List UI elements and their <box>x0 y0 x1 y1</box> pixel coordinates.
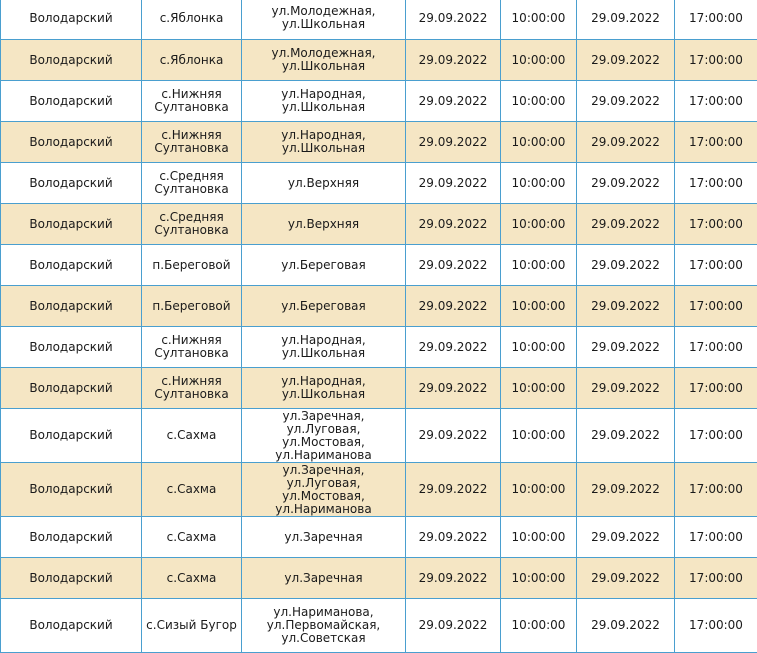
start-date-cell: 29.09.2022 <box>406 463 501 517</box>
streets-cell: ул.Береговая <box>242 245 406 286</box>
locality-cell: с.Нижняя Султановка <box>142 368 242 409</box>
streets-cell: ул.Заречная <box>242 558 406 599</box>
district-cell: Володарский <box>1 204 142 245</box>
table-row <box>1 245 757 286</box>
table-row <box>1 163 757 204</box>
streets-cell: ул.Молодежная, ул.Школьная <box>242 0 406 40</box>
end-time-cell: 17:00:00 <box>675 204 757 245</box>
end-time-cell: 17:00:00 <box>675 163 757 204</box>
district-cell: Володарский <box>1 245 142 286</box>
streets-cell: ул.Народная, ул.Школьная <box>242 81 406 122</box>
streets-cell: ул.Молодежная, ул.Школьная <box>242 40 406 81</box>
streets-cell: ул.Народная, ул.Школьная <box>242 368 406 409</box>
end-time-cell: 17:00:00 <box>675 286 757 327</box>
locality-cell: с.Сахма <box>142 558 242 599</box>
end-time-cell: 17:00:00 <box>675 81 757 122</box>
table-row <box>1 40 757 81</box>
end-date-cell: 29.09.2022 <box>577 463 675 517</box>
table-row <box>1 599 757 653</box>
end-date-cell: 29.09.2022 <box>577 286 675 327</box>
locality-cell: с.Яблонка <box>142 0 242 40</box>
start-date-cell: 29.09.2022 <box>406 0 501 40</box>
table-row <box>1 409 757 463</box>
start-time-cell: 10:00:00 <box>501 245 577 286</box>
start-time-cell: 10:00:00 <box>501 204 577 245</box>
start-time-cell: 10:00:00 <box>501 0 577 40</box>
start-date-cell: 29.09.2022 <box>406 409 501 463</box>
district-cell: Володарский <box>1 517 142 558</box>
start-date-cell: 29.09.2022 <box>406 245 501 286</box>
start-date-cell: 29.09.2022 <box>406 558 501 599</box>
end-date-cell: 29.09.2022 <box>577 517 675 558</box>
streets-cell: ул.Заречная <box>242 517 406 558</box>
locality-cell: с.Средняя Султановка <box>142 204 242 245</box>
end-time-cell: 17:00:00 <box>675 409 757 463</box>
end-time-cell: 17:00:00 <box>675 40 757 81</box>
end-time-cell: 17:00:00 <box>675 368 757 409</box>
start-date-cell: 29.09.2022 <box>406 40 501 81</box>
end-date-cell: 29.09.2022 <box>577 558 675 599</box>
streets-cell: ул.Верхняя <box>242 163 406 204</box>
streets-cell: ул.Заречная, ул.Луговая, ул.Мостовая, ул.Нариманова <box>242 409 406 463</box>
end-time-cell: 17:00:00 <box>675 245 757 286</box>
end-time-cell: 17:00:00 <box>675 463 757 517</box>
end-time-cell: 17:00:00 <box>675 0 757 40</box>
start-date-cell: 29.09.2022 <box>406 163 501 204</box>
end-date-cell: 29.09.2022 <box>577 204 675 245</box>
start-time-cell: 10:00:00 <box>501 558 577 599</box>
district-cell: Володарский <box>1 327 142 368</box>
start-time-cell: 10:00:00 <box>501 122 577 163</box>
streets-cell: ул.Береговая <box>242 286 406 327</box>
district-cell: Володарский <box>1 122 142 163</box>
locality-cell: с.Средняя Султановка <box>142 163 242 204</box>
end-time-cell: 17:00:00 <box>675 327 757 368</box>
district-cell: Володарский <box>1 463 142 517</box>
streets-cell: ул.Народная, ул.Школьная <box>242 122 406 163</box>
table-row <box>1 122 757 163</box>
table-row <box>1 0 757 40</box>
district-cell: Володарский <box>1 558 142 599</box>
end-date-cell: 29.09.2022 <box>577 327 675 368</box>
end-date-cell: 29.09.2022 <box>577 368 675 409</box>
end-date-cell: 29.09.2022 <box>577 81 675 122</box>
start-time-cell: 10:00:00 <box>501 286 577 327</box>
end-date-cell: 29.09.2022 <box>577 245 675 286</box>
locality-cell: п.Береговой <box>142 245 242 286</box>
streets-cell: ул.Верхняя <box>242 204 406 245</box>
table-row <box>1 558 757 599</box>
district-cell: Володарский <box>1 0 142 40</box>
table-body <box>1 0 757 653</box>
start-time-cell: 10:00:00 <box>501 163 577 204</box>
locality-cell: с.Сахма <box>142 409 242 463</box>
district-cell: Володарский <box>1 409 142 463</box>
table-row <box>1 368 757 409</box>
end-date-cell: 29.09.2022 <box>577 599 675 653</box>
start-time-cell: 10:00:00 <box>501 463 577 517</box>
start-time-cell: 10:00:00 <box>501 409 577 463</box>
end-date-cell: 29.09.2022 <box>577 122 675 163</box>
start-time-cell: 10:00:00 <box>501 368 577 409</box>
streets-cell: ул.Заречная, ул.Луговая, ул.Мостовая, ул.Нариманова <box>242 463 406 517</box>
start-date-cell: 29.09.2022 <box>406 517 501 558</box>
locality-cell: с.Нижняя Султановка <box>142 81 242 122</box>
start-time-cell: 10:00:00 <box>501 327 577 368</box>
streets-cell: ул.Нариманова, ул.Первомайская, ул.Советская <box>242 599 406 653</box>
locality-cell: с.Нижняя Султановка <box>142 122 242 163</box>
end-time-cell: 17:00:00 <box>675 517 757 558</box>
start-date-cell: 29.09.2022 <box>406 286 501 327</box>
end-date-cell: 29.09.2022 <box>577 0 675 40</box>
table-row <box>1 463 757 517</box>
district-cell: Володарский <box>1 368 142 409</box>
district-cell: Володарский <box>1 81 142 122</box>
locality-cell: с.Сизый Бугор <box>142 599 242 653</box>
locality-cell: с.Сахма <box>142 517 242 558</box>
end-date-cell: 29.09.2022 <box>577 409 675 463</box>
start-date-cell: 29.09.2022 <box>406 599 501 653</box>
end-date-cell: 29.09.2022 <box>577 40 675 81</box>
start-time-cell: 10:00:00 <box>501 81 577 122</box>
end-date-cell: 29.09.2022 <box>577 163 675 204</box>
district-cell: Володарский <box>1 286 142 327</box>
locality-cell: с.Нижняя Султановка <box>142 327 242 368</box>
start-time-cell: 10:00:00 <box>501 599 577 653</box>
district-cell: Володарский <box>1 599 142 653</box>
district-cell: Володарский <box>1 163 142 204</box>
start-date-cell: 29.09.2022 <box>406 368 501 409</box>
streets-cell: ул.Народная, ул.Школьная <box>242 327 406 368</box>
start-time-cell: 10:00:00 <box>501 40 577 81</box>
end-time-cell: 17:00:00 <box>675 122 757 163</box>
start-date-cell: 29.09.2022 <box>406 327 501 368</box>
table-row <box>1 327 757 368</box>
end-time-cell: 17:00:00 <box>675 558 757 599</box>
locality-cell: с.Сахма <box>142 463 242 517</box>
table-row <box>1 81 757 122</box>
table-row <box>1 517 757 558</box>
table-row <box>1 204 757 245</box>
end-time-cell: 17:00:00 <box>675 599 757 653</box>
district-cell: Володарский <box>1 40 142 81</box>
locality-cell: с.Яблонка <box>142 40 242 81</box>
start-date-cell: 29.09.2022 <box>406 81 501 122</box>
start-date-cell: 29.09.2022 <box>406 204 501 245</box>
locality-cell: п.Береговой <box>142 286 242 327</box>
start-time-cell: 10:00:00 <box>501 517 577 558</box>
start-date-cell: 29.09.2022 <box>406 122 501 163</box>
table-row <box>1 286 757 327</box>
